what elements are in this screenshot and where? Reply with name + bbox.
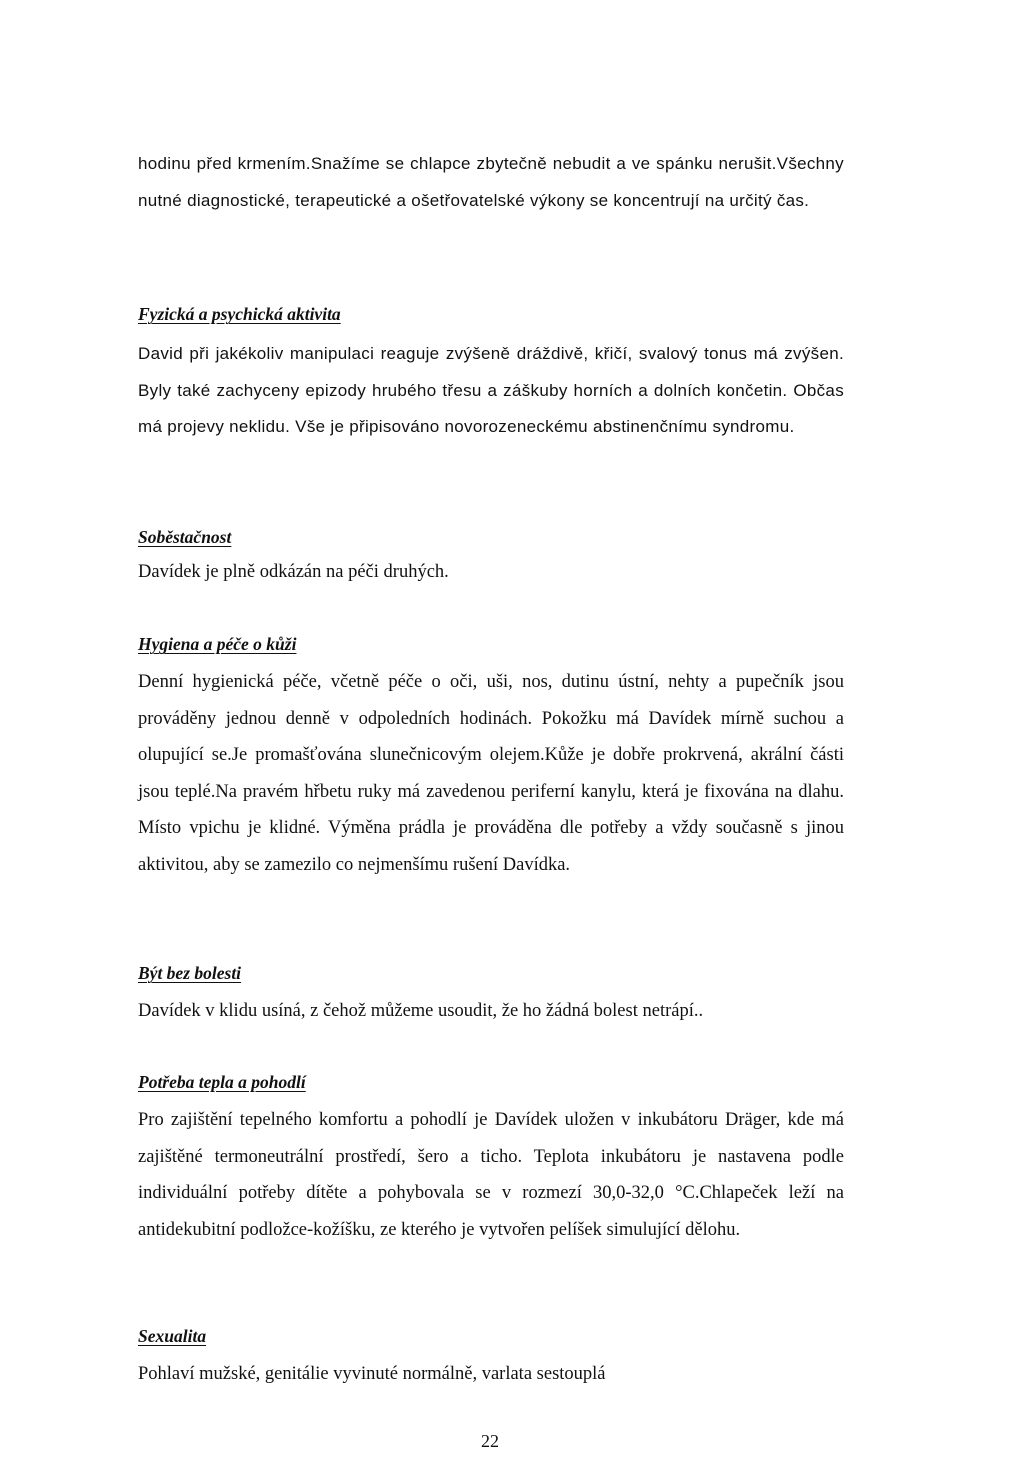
heading-hygiene-skin-care: Hygiena a péče o kůži [138, 634, 297, 654]
heading-warmth-comfort: Potřeba tepla a pohodlí [138, 1072, 306, 1092]
paragraph-physical-psychical-activity: David při jakékoliv manipulaci reaguje zvýšeně dráždivě, křičí, svalový tonus má zvýšen. Byly také zachyceny epizody hrubého třesu a záškuby horních a dolních končetin. Občas má projevy neklidu. Vše je připisováno novorozeneckému abstinenčnímu syndromu. [138, 344, 844, 436]
paragraph-hygiene-skin-care: Denní hygienická péče, včetně péče o oči, uši, nos, dutinu ústní, nehty a pupečník jsou prováděny jednou denně v odpoledních hodinách. Pokožku má Davídek mírně suchou a olupující se.Je promašťována slunečnicovým olejem.Kůže je dobře prokrvená, akrální části jsou teplé.Na pravém hřbetu ruky má zavedenou periferní kanylu, která je fixována na dlahu. Místo vpichu je klidné. Výměna prádla je prováděna dle potřeby a vždy současně s jinou aktivitou, aby se zamezilo co nejmenšímu rušení Davídka. [138, 672, 844, 875]
paragraph-warmth-comfort: Pro zajištění tepelného komfortu a pohodlí je Davídek uložen v inkubátoru Dräger, kde má zajištěné termoneutrální prostředí, šero a ticho. Teplota inkubátoru je nastavena podle individuální potřeby dítěte a pohybovala se v rozmezí 30,0-32,0 °C.Chlapeček leží na antidekubitní podložce-kožíšku, ze kterého je vytvořen pelíšek simulující dělohu. [138, 1110, 844, 1240]
paragraph-sexuality: Pohlaví mužské, genitálie vyvinuté normálně, varlata sestouplá [138, 1364, 606, 1384]
heading-pain-free: Být bez bolesti [138, 963, 242, 983]
heading-sexuality: Sexualita [138, 1326, 207, 1346]
page-number: 22 [481, 1431, 499, 1451]
intro-paragraph: hodinu před krmením.Snažíme se chlapce zbytečně nebudit a ve spánku nerušit.Všechny nutné diagnostické, terapeutické a ošetřovatelské výkony se koncentrují na určitý čas. [138, 154, 844, 210]
heading-self-sufficiency: Soběstačnost [138, 527, 232, 547]
paragraph-pain-free: Davídek v klidu usíná, z čehož můžeme usoudit, že ho žádná bolest netrápí.. [138, 1001, 704, 1021]
paragraph-self-sufficiency: Davídek je plně odkázán na péči druhých. [138, 562, 449, 582]
heading-physical-psychical-activity: Fyzická a psychická aktivita [138, 304, 341, 324]
